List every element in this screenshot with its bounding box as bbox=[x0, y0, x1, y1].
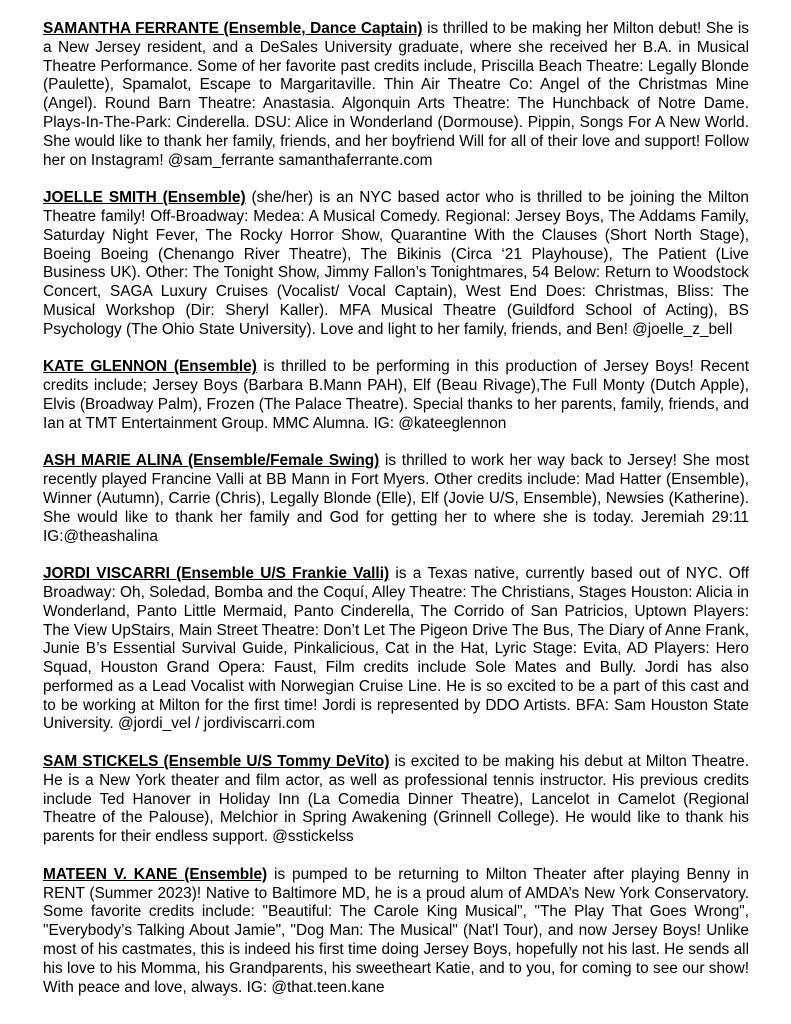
bio-name: SAMANTHA FERRANTE (Ensemble, Dance Captain) bbox=[43, 20, 423, 37]
bio-sam-stickels bbox=[43, 753, 749, 847]
bio-text: is thrilled to work her way back to Jersey! She most recently played Francine Valli at BB Mann in Fort Myers. Other credits include: Mad Hatter (Ensemble), Winner (Autumn), Carrie (Chris), Legally Blonde (Elle), Elf (Jovie U/S, Ensemble), Newsies (Katherine). She would like to thank her family and God for getting her to where she is today. Jeremiah 29:11 IG:@theashalina bbox=[43, 452, 749, 545]
bio-name: JOELLE SMITH (Ensemble) bbox=[43, 189, 246, 207]
bio-text: is pumped to be returning to Milton Theater after playing Benny in RENT (Summer 2023)! Native to Baltimore MD, he is a proud alum of AMDA’s New York Conservatory. Some favorite credits include: "Beautiful: The Carole King Musical", "The Play That Goes Wrong", "Everybody’s Talking About Jamie", "Dog Man: The Musical" (Nat'l Tour), and now Jersey Boys! Unlike most of his castmates, this is indeed his first time doing Jersey Boys, hopefully not his last. He sends all his love to his Momma, his Grandparents, his sweetheart Katie, and to you, for coming to see our show! With peace and love, always. IG: @that.teen.kane bbox=[43, 865, 749, 996]
bio-name: ASH MARIE ALINA (Ensemble/Female Swing) bbox=[43, 452, 380, 470]
bio-name: MATEEN V. KANE (Ensemble) bbox=[43, 865, 268, 883]
bio-jordi-viscarri bbox=[43, 565, 749, 734]
bio-page bbox=[43, 20, 749, 1016]
bio-text: is thrilled to be making her Milton debut! She is a New Jersey resident, and a DeSales University graduate, where she received her B.A. in Musical Theatre Performance. Some of her favorite past credits include, Priscilla Beach Theatre: Legally Blonde (Paulette), Spamalot, Escape to Margaritaville. Thin Air Theatre Co: Angel of the Christmas Mine (Angel). Round Barn Theatre: Anastasia. Algonquin Arts Theatre: The Hunchback of Notre Dame. Plays-In-The-Park: Cinderella. DSU: Alice in Wonderland (Dormouse). Pippin, Songs For A New World. She would like to thank her family, friends, and her boyfriend Will for all of their love and support! Follow her on Instagram! @sam_ferrante samanthaferrante.com bbox=[43, 20, 749, 169]
bio-text: is excited to be making his debut at Milton Theatre. He is a New York theater and film actor, as well as professional tennis instructor. His previous credits include Ted Hanover in Holiday Inn (La Comedia Dinner Theatre), Lancelot in Camelot (Regional Theatre of the Palouse), Melchior in Spring Awakening (Grinnell College). He would like to thank his parents for their endless support. @sstickelss bbox=[43, 753, 750, 846]
bio-text: (she/her) is an NYC based actor who is thrilled to be joining the Milton Theatre family! Off-Broadway: Medea: A Musical Comedy. Regional: Jersey Boys, The Addams Family, Saturday Night Fever, The Rocky Horror Show, Quarantine With the Clauses (Short North Stage), Boeing Boeing (Chenango River Theatre), The Bikinis (Circa ‘21 Playhouse), The Patient (Live Business UK). Other: The Tonight Show, Jimmy Fallon’s Tonightmares, 54 Below: Return to Woodstock Concert, SAGA Luxury Cruises (Vocalist/ Vocal Captain), West End Does: Christmas, Bliss: The Musical Workshop (Dir: Sheryl Kaller). MFA Musical Theatre (Guildford School of Acting), BS Psychology (The Ohio State University). Love and light to her family, friends, and Ben! @joelle_z_bell bbox=[43, 189, 749, 338]
bio-joelle-smith bbox=[43, 189, 749, 339]
bio-name: KATE GLENNON (Ensemble) bbox=[43, 358, 257, 376]
bio-mateen-kane bbox=[43, 866, 749, 998]
bio-kate-glennon bbox=[43, 358, 749, 433]
bio-ash-marie-alina bbox=[43, 452, 749, 546]
bio-text: is thrilled to be performing in this production of Jersey Boys! Recent credits include; Jersey Boys (Barbara B.Mann PAH), Elf (Beau Rivage),The Full Monty (Dutch Apple), Elvis (Broadway Palm), Frozen (The Palace Theatre). Special thanks to her parents, family, friends, and Ian at TMT Entertainment Group. MMC Alumna. IG: @kateeglennon bbox=[43, 358, 749, 432]
bio-samantha-ferrante bbox=[43, 20, 749, 170]
bio-name: JORDI VISCARRI (Ensemble U/S Frankie Valli) bbox=[43, 565, 390, 583]
bio-text: is a Texas native, currently based out of NYC. Off Broadway: Oh, Soledad, Bomba and the Coquí, Alley Theatre: The Christians, Stages Houston: Alicia in Wonderland, Panto Little Mermaid, Panto Cinderella, The Corrido of San Patricios, Uptown Players: The View UpStairs, Main Street Theatre: Don’t Let The Pigeon Drive The Bus, The Diary of Anne Frank, Junie B’s Essential Survival Guide, Pinkalicious, Cat in the Hat, Lyric Stage: Evita, AD Players: Hero Squad, Houston Grand Opera: Faust, Film credits include Sole Mates and Bully. Jordi has also performed as a Lead Vocalist with Norwegian Cruise Line. He is so excited to be a part of this cast and to be working at Milton for the first time! Jordi is represented by DDO Artists. BFA: Sam Houston State University. @jordi_vel / jordiviscarri.com bbox=[43, 565, 750, 733]
bio-name: SAM STICKELS (Ensemble U/S Tommy DeVito) bbox=[43, 753, 390, 771]
